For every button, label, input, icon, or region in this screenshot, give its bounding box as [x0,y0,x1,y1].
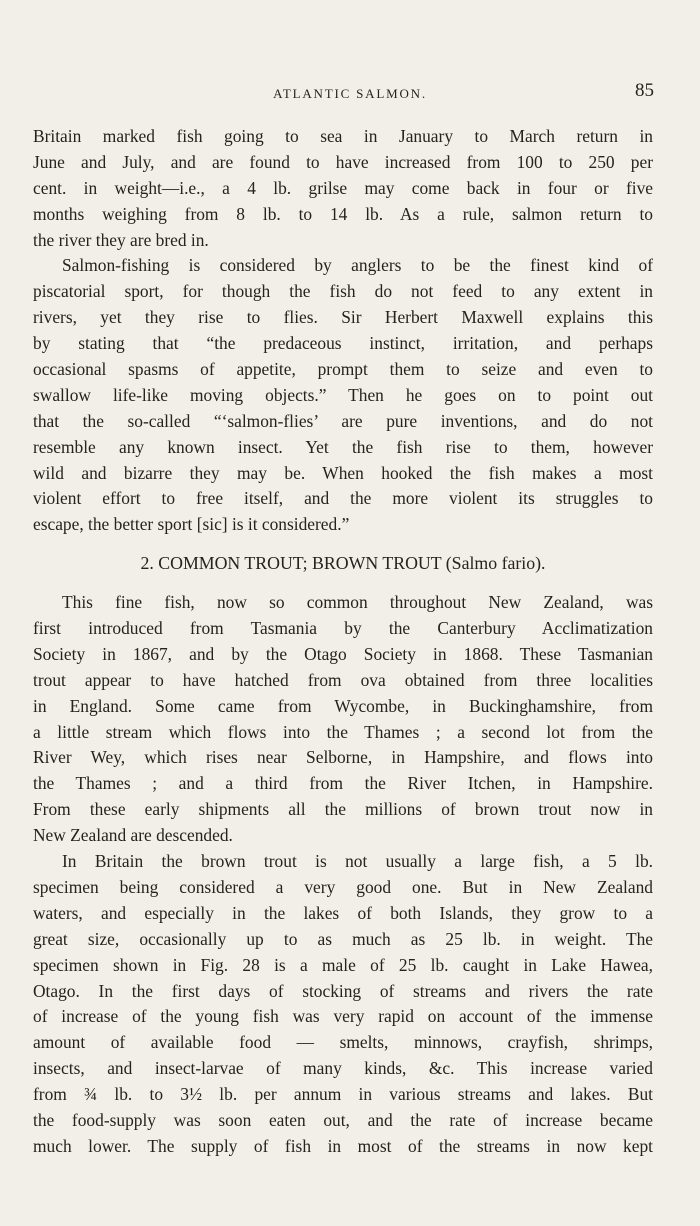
paragraph-2 [33,253,653,538]
page-number: 85 [635,80,654,101]
text-line: much lower. The supply of fish in most of the streams in now kept [33,1135,653,1156]
text-line: Britain marked fish going to sea in January to March return in [33,126,653,146]
text-line: of increase of the young fish was very rapid on account of the immense [33,1006,653,1027]
text-line: Society in 1867, and by the Otago Society in 1868. These Tasmanian [33,643,653,664]
text-line: first introduced from Tasmania by the Canterbury Acclimatization [33,618,653,639]
text-line: months weighing from 8 lb. to 14 lb. As a rule, salmon return to [33,203,653,224]
text-line: trout appear to have hatched from ova obtained from three localities [33,669,653,690]
text-line: insects, and insect-larvae of many kinds, &c. This increase varied [33,1058,653,1079]
text-line: New Zealand are descended. [33,825,233,846]
body-text [33,124,653,1160]
text-line: from ¾ lb. to 3½ lb. per annum in various streams and lakes. But [33,1084,653,1105]
text-line: the river they are bred in. [33,229,209,250]
paragraph-1 [33,124,653,253]
text-line: rivers, yet they rise to flies. Sir Herbert Maxwell explains this [33,307,653,328]
text-line: specimen being considered a very good one. But in New Zealand [33,876,653,897]
text-line: Salmon-fishing is considered by anglers to be the finest kind of [62,255,653,276]
text-line: River Wey, which rises near Selborne, in Hampshire, and flows into [33,747,653,768]
section-heading: 2. COMMON TROUT; BROWN TROUT (Salmo fario). [140,553,546,574]
text-line: wild and bizarre they may be. When hooked the fish makes a most [33,462,653,483]
text-line: occasional spasms of appetite, prompt them to seize and even to [33,359,653,380]
text-line: by stating that “the predaceous instinct, irritation, and perhaps [33,333,653,354]
running-title: ATLANTIC SALMON. [273,86,427,101]
text-line: that the so-called “‘salmon-flies’ are pure inventions, and do not [33,410,653,431]
text-line: escape, the better sport [sic] is it considered.” [33,514,350,535]
text-line: great size, occasionally up to as much as 25 lb. in weight. The [33,928,653,949]
text-line: Otago. In the first days of stocking of streams and rivers the rate [33,980,653,1001]
running-head [0,80,700,104]
paragraph-4 [33,849,653,1160]
text-line: resemble any known insect. Yet the fish rise to them, however [33,436,653,457]
text-line: the Thames ; and a third from the River Itchen, in Hampshire. [33,773,653,794]
text-line: specimen shown in Fig. 28 is a male of 25 lb. caught in Lake Hawea, [33,954,653,975]
text-line: a little stream which flows into the Thames ; a second lot from the [33,721,653,742]
text-line: piscatorial sport, for though the fish do not feed to any extent in [33,281,653,302]
text-line: This fine fish, now so common throughout New Zealand, was [62,592,653,613]
paragraph-3 [33,590,653,849]
text-line: amount of available food — smelts, minnows, crayfish, shrimps, [33,1032,653,1053]
text-line: cent. in weight—i.e., a 4 lb. grilse may come back in four or five [33,177,653,198]
text-line: June and July, and are found to have increased from 100 to 250 per [33,151,653,172]
text-line: swallow life-like moving objects.” Then he goes on to point out [33,384,653,405]
text-line: In Britain the brown trout is not usually a large fish, a 5 lb. [62,851,653,872]
text-line: From these early shipments all the millions of brown trout now in [33,799,653,820]
text-line: in England. Some came from Wycombe, in Buckinghamshire, from [33,695,653,716]
text-line: violent effort to free itself, and the more violent its struggles to [33,488,653,509]
text-line: the food-supply was soon eaten out, and the rate of increase became [33,1109,653,1130]
text-line: waters, and especially in the lakes of both Islands, they grow to a [33,902,653,923]
